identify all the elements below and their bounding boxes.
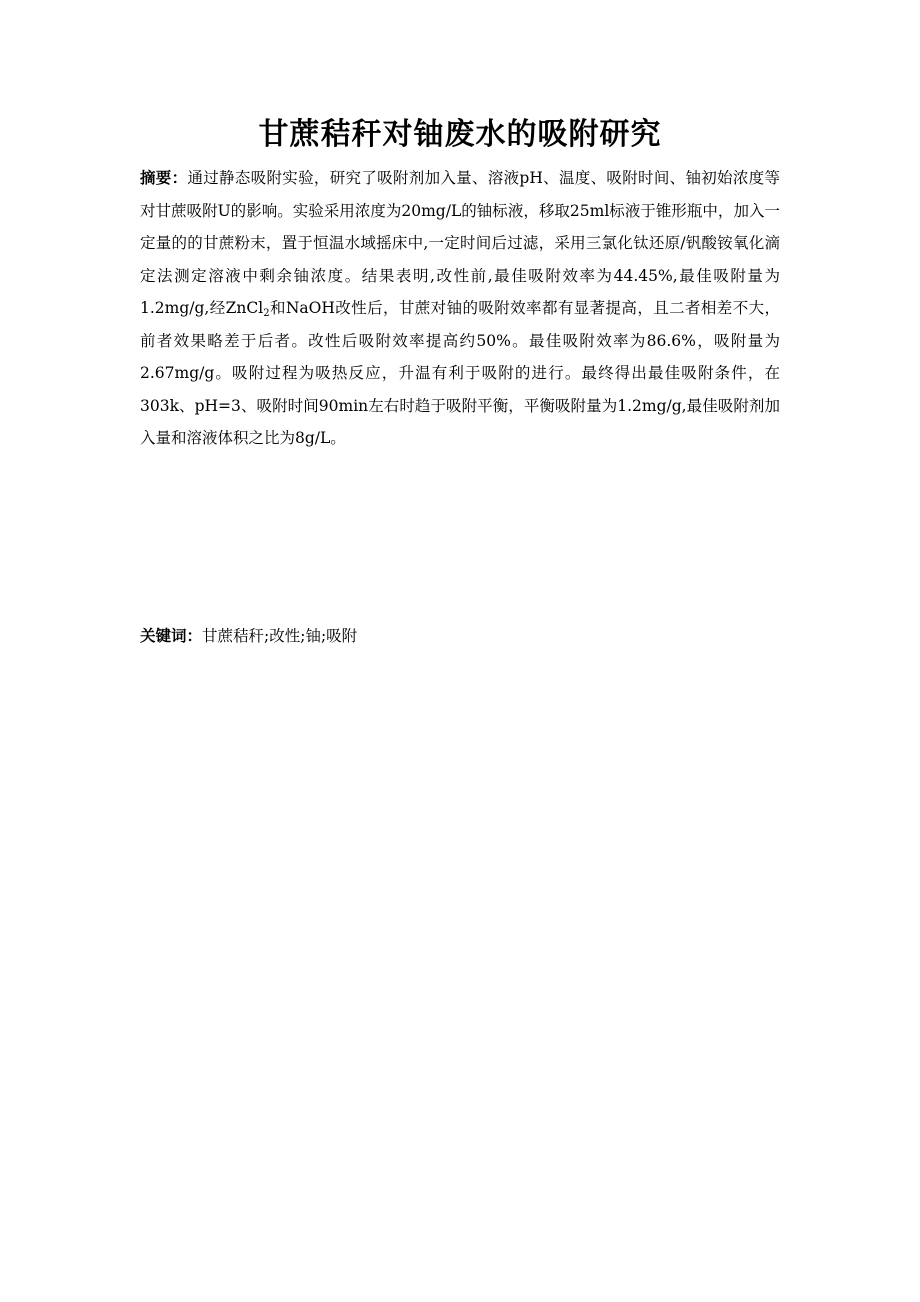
abstract-text-part1: 通过静态吸附实验，研究了吸附剂加入量、溶液pH、温度、吸附时间、铀初始浓度等对甘蔗吸附U的影响。实验采用浓度为20mg/L的铀标液，移取25ml标液于锥形瓶中，加入一定量的的甘蔗粉末，置于恒温水域摇床中,一定时间后过滤，采用三氯化钛还原/钒酸铵氧化滴定法测定溶液中剩余铀浓度。结果表明,改性前,最佳吸附效率为44.45%,最佳吸附量为1.2mg/g,经ZnCl [140,169,780,317]
keywords-line [140,620,780,652]
abstract-label: 摘要： [140,169,188,187]
keywords-text: 甘蔗秸秆;改性;铀;吸附 [202,627,358,645]
keywords-label: 关键词： [140,627,203,645]
abstract-paragraph [140,162,780,455]
paper-title: 甘蔗秸秆对铀废水的吸附研究 [258,117,662,152]
abstract-text-part2: 和NaOH改性后，甘蔗对铀的吸附效率都有显著提高，且二者相差不大，前者效果略差于后者。改性后吸附效率提高约50%。最佳吸附效率为86.6%，吸附量为2.67mg/g。吸附过程为吸热反应，升温有利于吸附的进行。最终得出最佳吸附条件，在303k、pH=3、吸附时间90min左右时趋于吸附平衡，平衡吸附量为1.2mg/g,最佳吸附剂加入量和溶液体积之比为8g/L。 [140,299,780,447]
abstract-subscript: 2 [263,308,270,319]
